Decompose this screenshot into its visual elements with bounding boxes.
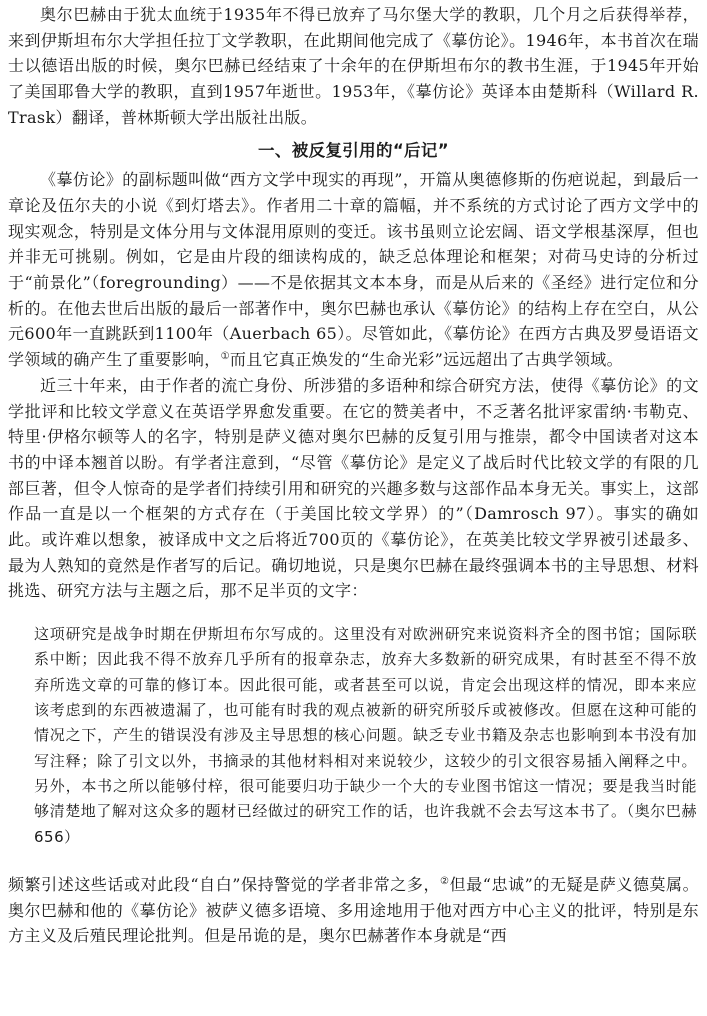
footnote-marker-2: ②	[440, 875, 450, 887]
body-paragraph-1-text: 《摹仿论》的副标题叫做“西方文学中现实的再现”，开篇从奥德修斯的伤疤说起，到最后一章论及伍尔夫的小说《到灯塔去》。作者用二十章的篇幅，并不系统的方式讨论了西方文学中的现实观念，特别是文体分用与文体混用原则的变迁。该书虽则立论宏阔、语文学根基深厚，但也并非无可挑剔。例如，它是由片段的细读构成的，缺乏总体理论和框架；对荷马史诗的分析过于“前景化”（foregrounding）——不是依据其文本本身，而是从后来的《圣经》进行定位和分析的。在他去世后出版的最后一部著作中，奥尔巴赫也承认《摹仿论》的结构上存在空白，从公元600年一直跳跃到1100年（Auerbach 65）。尽管如此，《摹仿论》在西方古典及罗曼语语文学领域的确产生了重要影响，	[8, 170, 699, 370]
footnote-marker-1: ①	[220, 351, 230, 363]
block-quote: 这项研究是战争时期在伊斯坦布尔写成的。这里没有对欧洲研究来说资料齐全的图书馆；国际联系中断；因此我不得不放弃几乎所有的报章杂志，放弃大多数新的研究成果，有时甚至不得不放弃所选文章的可靠的修订本。因此很可能，或者甚至可以说，肯定会出现这样的情况，即本来应该考虑到的东西被遗漏了，也可能有时我的观点被新的研究所驳斥或被修改。但愿在这种可能的情况之下，产生的错误没有涉及主导思想的核心问题。缺乏专业书籍及杂志也影响到本书没有加写注释；除了引文以外，书摘录的其他材料相对来说较少，这较少的引文很容易插入阐释之中。另外，本书之所以能够付梓，很可能要归功于缺少一个大的专业图书馆这一情况；要是我当时能够清楚地了解对这众多的题材已经做过的研究工作的话，也许我就不会去写这本书了。（奥尔巴赫 656）	[34, 625, 697, 846]
body-paragraph-3-end: 但最“忠诚”的无疑是萨义德莫属。奥尔巴赫和他的《摹仿论》被萨义德多语境、多用途地用于他对西方中心主义的批评，特别是东方主义及后殖民理论批判。但是吊诡的是，奥尔巴赫著作本身就是“西	[8, 874, 699, 946]
body-paragraph-2: 近三十年来，由于作者的流亡身份、所涉猎的多语种和综合研究方法，使得《摹仿论》的文学批评和比较文学意义在英语学界愈发重要。在它的赞美者中，不乏著名批评家雷纳·韦勒克、特里·伊格尔顿等人的名字，特别是萨义德对奥尔巴赫的反复引用与推崇，都令中国读者对这本书的中译本翘首以盼。有学者注意到，“尽管《摹仿论》是定义了战后时代比较文学的有限的几部巨著，但令人惊奇的是学者们持续引用和研究的兴趣多数与这部作品本身无关。事实上，这部作品一直是以一个框架的方式存在（于美国比较文学界）的”（Damrosch 97）。事实的确如此。或许难以想象，被译成中文之后将近700页的《摹仿论》，在英美比较文学界被引述最多、最为人熟知的竟然是作者写的后记。确切地说，只是奥尔巴赫在最终强调本书的主导思想、材料挑选、研究方法与主题之后，那不足半页的文字：	[8, 375, 699, 601]
body-paragraph-1-end: 而且它真正焕发的“生命光彩”远远超出了古典学领域。	[229, 350, 624, 370]
body-paragraph-3	[8, 872, 699, 949]
intro-paragraph: 奥尔巴赫由于犹太血统于1935年不得已放弃了马尔堡大学的教职，几个月之后获得举荐，来到伊斯坦布尔大学担任拉丁文学教职，在此期间他完成了《摹仿论》。1946年，本书首次在瑞士以德语出版的时候，奥尔巴赫已经结束了十余年的在伊斯坦布尔的教书生涯，于1945年开始了美国耶鲁大学的教职，直到1957年逝世。1953年，《摹仿论》英译本由楚斯科（Willard R. Trask）翻译，普林斯顿大学出版社出版。	[8, 5, 699, 127]
body-paragraph-1	[8, 167, 699, 373]
body-paragraph-3-text: 频繁引述这些话或对此段“自白”保持警觉的学者非常之多，	[8, 874, 441, 894]
section-heading: 一、被反复引用的“后记”	[258, 140, 449, 160]
